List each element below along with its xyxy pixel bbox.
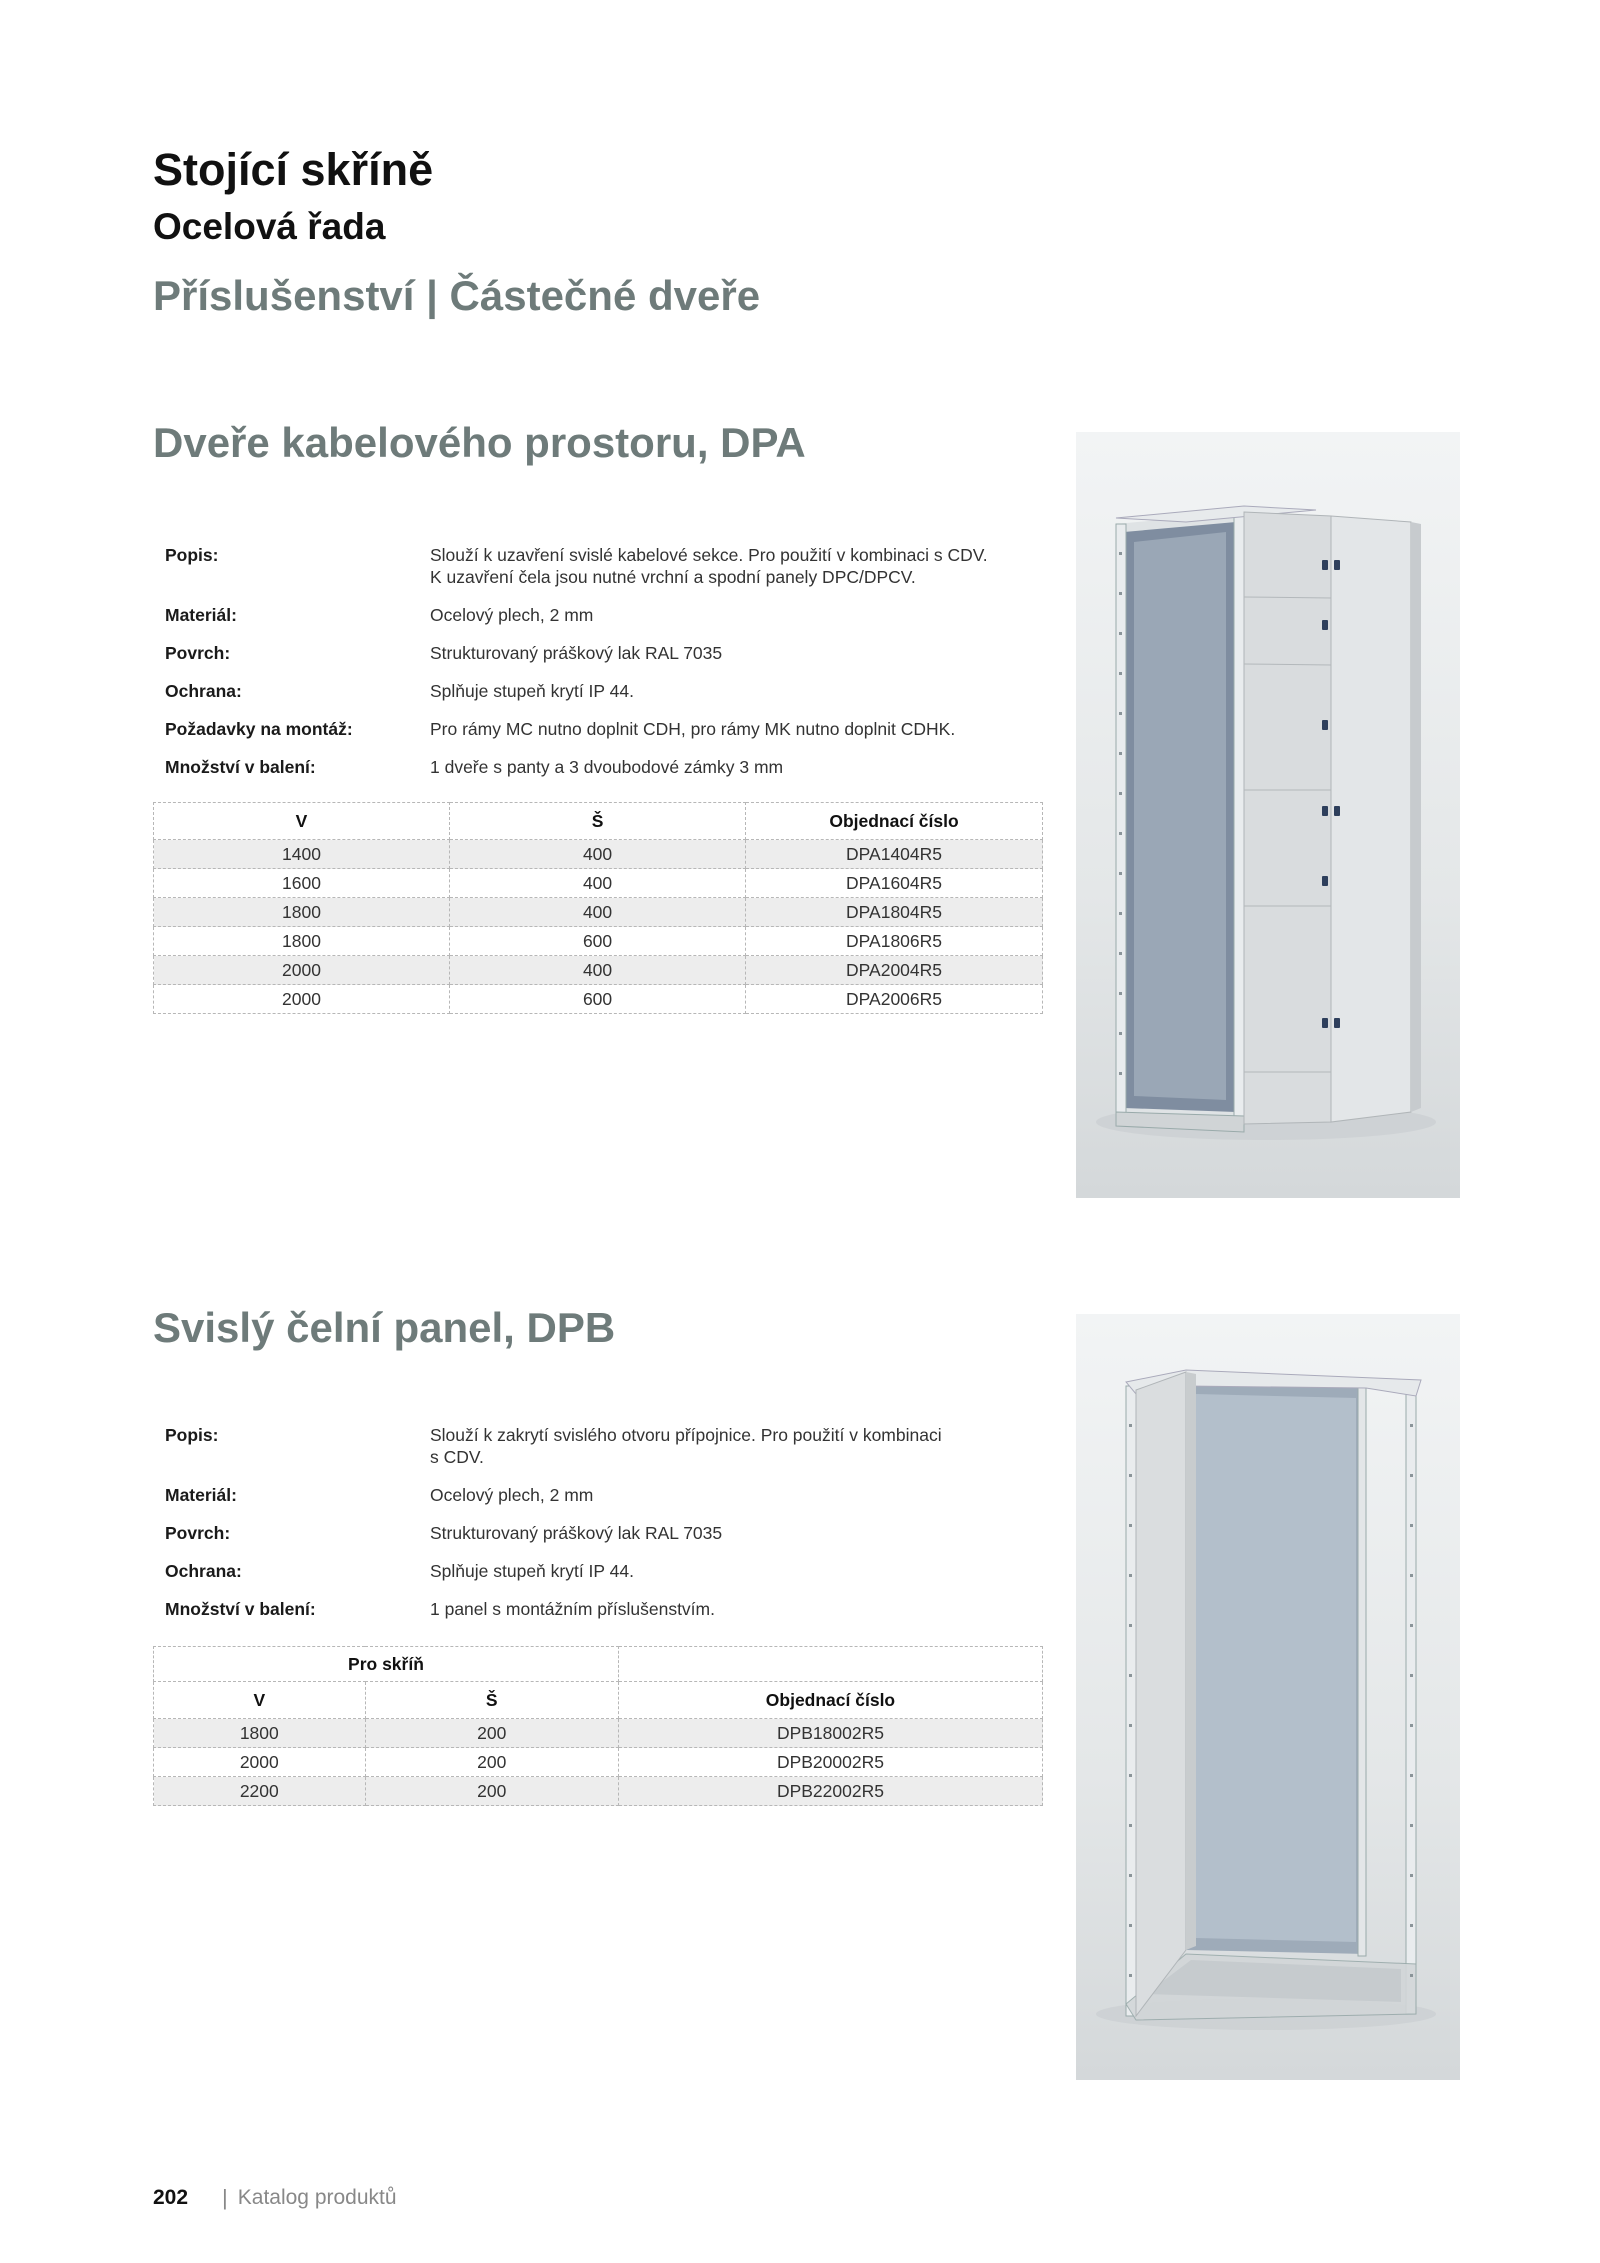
table-row bbox=[154, 985, 1043, 1014]
dpa-title: Dveře kabelového prostoru, DPA bbox=[153, 419, 806, 466]
column-header: Objednací číslo bbox=[618, 1682, 1042, 1719]
table-cell: DPA1604R5 bbox=[746, 869, 1043, 898]
table-cell: 1400 bbox=[154, 840, 450, 869]
dpa-prop-protection bbox=[153, 680, 1043, 702]
table-group-header-row bbox=[154, 1647, 1043, 1682]
prop-label: Množství v balení: bbox=[165, 757, 316, 777]
prop-label: Ochrana: bbox=[165, 681, 242, 701]
table-cell: 2000 bbox=[154, 985, 450, 1014]
table-cell: 400 bbox=[450, 840, 746, 869]
table-cell: 200 bbox=[365, 1719, 618, 1748]
table-cell: 1800 bbox=[154, 1719, 366, 1748]
table-row bbox=[154, 927, 1043, 956]
table-row bbox=[154, 1719, 1043, 1748]
dpa-prop-mounting bbox=[153, 718, 1043, 740]
table-cell: 600 bbox=[450, 985, 746, 1014]
table-cell: DPA2006R5 bbox=[746, 985, 1043, 1014]
prop-value: Pro rámy MC nutno doplnit CDH, pro rámy MK nutno doplnit CDHK. bbox=[430, 719, 956, 739]
table-cell: 200 bbox=[365, 1748, 618, 1777]
table-cell: 2200 bbox=[154, 1777, 366, 1806]
dpa-prop-surface bbox=[153, 642, 1043, 664]
page-title: Stojící skříně bbox=[153, 144, 434, 195]
prop-label: Materiál: bbox=[165, 605, 237, 625]
table-cell: 2000 bbox=[154, 956, 450, 985]
table-cell: 2000 bbox=[154, 1748, 366, 1777]
column-header: Š bbox=[365, 1682, 618, 1719]
dpb-title: Svislý čelní panel, DPB bbox=[153, 1304, 616, 1351]
prop-label: Požadavky na montáž: bbox=[165, 719, 353, 739]
table-cell: 400 bbox=[450, 898, 746, 927]
dpa-properties bbox=[153, 544, 1043, 794]
table-cell: DPA2004R5 bbox=[746, 956, 1043, 985]
prop-value: Ocelový plech, 2 mm bbox=[430, 1485, 594, 1505]
table-row bbox=[154, 898, 1043, 927]
table-cell: DPA1404R5 bbox=[746, 840, 1043, 869]
page-subtitle: Ocelová řada bbox=[153, 206, 386, 247]
prop-value: Strukturovaný práškový lak RAL 7035 bbox=[430, 1523, 723, 1543]
prop-label: Popis: bbox=[165, 545, 219, 565]
table-cell: DPA1804R5 bbox=[746, 898, 1043, 927]
prop-value: Splňuje stupeň krytí IP 44. bbox=[430, 1561, 634, 1581]
section-heading: Příslušenství | Částečné dveře bbox=[153, 272, 761, 319]
prop-value-line2: s CDV. bbox=[430, 1447, 484, 1467]
table-row bbox=[154, 869, 1043, 898]
table-cell: 1800 bbox=[154, 927, 450, 956]
table-cell: DPB20002R5 bbox=[618, 1748, 1042, 1777]
table-cell: 400 bbox=[450, 956, 746, 985]
dpa-prop-description bbox=[153, 544, 1043, 588]
group-header-empty bbox=[618, 1647, 1042, 1682]
dpb-prop-protection bbox=[153, 1560, 1043, 1582]
table-cell: 400 bbox=[450, 869, 746, 898]
table-cell: 200 bbox=[365, 1777, 618, 1806]
prop-value: 1 dveře s panty a 3 dvoubodové zámky 3 mm bbox=[430, 757, 784, 777]
table-row bbox=[154, 956, 1043, 985]
prop-label: Popis: bbox=[165, 1425, 219, 1445]
table-cell: 1800 bbox=[154, 898, 450, 927]
dpb-prop-quantity bbox=[153, 1598, 1043, 1620]
prop-value: Slouží k uzavření svislé kabelové sekce. Pro použití v kombinaci s CDV. bbox=[430, 545, 988, 565]
table-header-row bbox=[154, 803, 1043, 840]
dpb-prop-material bbox=[153, 1484, 1043, 1506]
column-header: V bbox=[154, 803, 450, 840]
prop-label: Materiál: bbox=[165, 1485, 237, 1505]
dpb-spec-table bbox=[153, 1646, 1043, 1806]
prop-value: Slouží k zakrytí svislého otvoru přípojnice. Pro použití v kombinaci bbox=[430, 1425, 942, 1445]
prop-label: Povrch: bbox=[165, 643, 231, 663]
prop-value: Ocelový plech, 2 mm bbox=[430, 605, 594, 625]
table-cell: DPA1806R5 bbox=[746, 927, 1043, 956]
dpb-prop-surface bbox=[153, 1522, 1043, 1544]
cabinet-with-cable-door-illustration bbox=[1076, 432, 1460, 1198]
dpa-prop-quantity bbox=[153, 756, 1043, 778]
dpb-product-image bbox=[1076, 1314, 1460, 2080]
dpb-prop-description bbox=[153, 1424, 1043, 1468]
prop-value: Splňuje stupeň krytí IP 44. bbox=[430, 681, 634, 701]
dpa-product-image bbox=[1076, 432, 1460, 1198]
table-header-row bbox=[154, 1682, 1043, 1719]
prop-label: Ochrana: bbox=[165, 1561, 242, 1581]
column-header: Objednací číslo bbox=[746, 803, 1043, 840]
prop-value: Strukturovaný práškový lak RAL 7035 bbox=[430, 643, 723, 663]
table-row bbox=[154, 1777, 1043, 1806]
group-header: Pro skříň bbox=[154, 1647, 619, 1682]
table-cell: DPB18002R5 bbox=[618, 1719, 1042, 1748]
dpb-properties bbox=[153, 1424, 1043, 1636]
table-cell: 600 bbox=[450, 927, 746, 956]
prop-label: Povrch: bbox=[165, 1523, 231, 1543]
dpa-prop-material bbox=[153, 604, 1043, 626]
column-header: Š bbox=[450, 803, 746, 840]
page-number: 202 bbox=[153, 2186, 189, 2209]
column-header: V bbox=[154, 1682, 366, 1719]
prop-value: 1 panel s montážním příslušenstvím. bbox=[430, 1599, 715, 1619]
prop-value-line2: K uzavření čela jsou nutné vrchní a spodní panely DPC/DPCV. bbox=[430, 567, 916, 587]
table-cell: 1600 bbox=[154, 869, 450, 898]
dpa-spec-table bbox=[153, 802, 1043, 1014]
catalog-label: Katalog produktů bbox=[237, 2186, 397, 2209]
footer-separator: | bbox=[222, 2185, 228, 2210]
page-footer bbox=[153, 2185, 397, 2211]
table-cell: DPB22002R5 bbox=[618, 1777, 1042, 1806]
table-row bbox=[154, 840, 1043, 869]
cabinet-frame-with-vertical-panel-illustration bbox=[1076, 1314, 1460, 2080]
table-row bbox=[154, 1748, 1043, 1777]
prop-label: Množství v balení: bbox=[165, 1599, 316, 1619]
